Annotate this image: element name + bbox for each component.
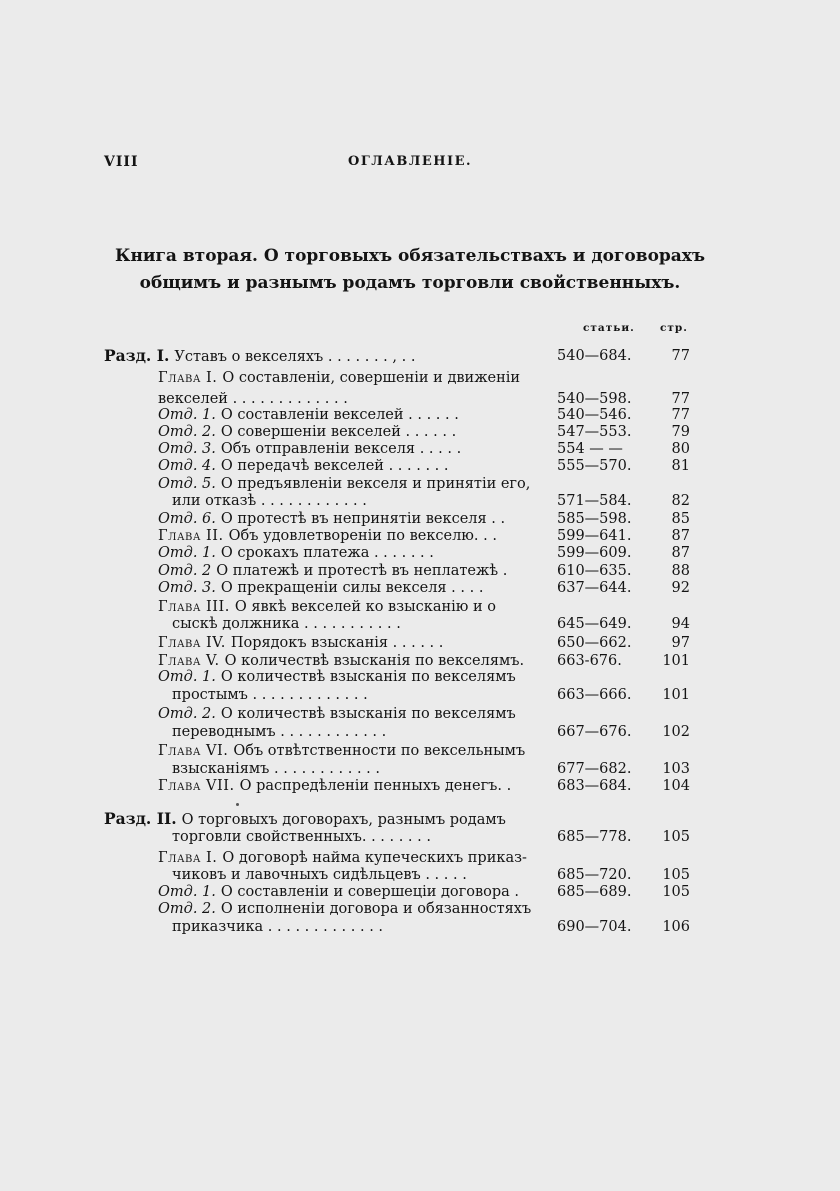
- toc-entry-label: Отд. 1.: [158, 545, 216, 561]
- toc-entry-label: Отд. 3.: [158, 441, 216, 457]
- toc-entry-articles: 683—684.: [557, 778, 632, 794]
- toc-entry-title: О явкѣ векселей ко взысканію и о: [234, 599, 497, 615]
- toc-entry-articles: 555—570.: [557, 458, 632, 474]
- toc-entry-label: Разд. II.: [104, 809, 177, 828]
- toc-entry-label: Отд. 1.: [158, 669, 216, 685]
- toc-entry-label: Глава III.: [158, 599, 230, 615]
- toc-entry-title: чиковъ и лавочныхъ сидѣльцевъ . . . . .: [172, 867, 467, 883]
- toc-entry-title: переводнымъ . . . . . . . . . . . .: [172, 724, 387, 740]
- toc-entry-page: 94: [671, 616, 690, 632]
- toc-entry-page: 102: [662, 724, 690, 740]
- toc-entry-title: сыскѣ должника . . . . . . . . . . .: [172, 616, 401, 632]
- toc-entry-label: Отд. 5.: [158, 476, 216, 492]
- toc-entry-title: О передачѣ векселей . . . . . . .: [220, 458, 449, 474]
- toc-entry-articles: 685—689.: [557, 884, 632, 900]
- toc-entry-articles: 667—676.: [557, 724, 632, 740]
- toc-entry-label: Разд. I.: [104, 346, 170, 365]
- toc-entry-label: Отд. 1.: [158, 884, 216, 900]
- toc-entry-page: 101: [662, 687, 690, 703]
- book-title-line-1: Книга вторая. О торговыхъ обязательствахъ и договорахъ: [114, 246, 705, 266]
- toc-entry-text: [172, 916, 552, 938]
- toc-entry-articles: 585—598.: [557, 511, 632, 527]
- articles-column-header: статьи.: [583, 322, 635, 334]
- toc-entry-page: 103: [662, 761, 690, 777]
- toc-entry-title: О составленіи, совершеніи и движеніи: [222, 370, 521, 386]
- toc-entry-page: 106: [662, 919, 690, 935]
- toc-entry-title: О торговыхъ договорахъ, разнымъ родамъ: [181, 812, 506, 828]
- toc-entry-label: Отд. 4.: [158, 458, 216, 474]
- toc-entry-articles: 554 — —: [557, 441, 623, 457]
- toc-entry-articles: 650—662.: [557, 635, 632, 651]
- toc-entry-title: Объ отвѣтственности по вексельнымъ: [233, 743, 526, 759]
- toc-entry-label: Отд. 2: [158, 563, 212, 579]
- toc-entry-page: 105: [662, 867, 690, 883]
- toc-entry-text: [172, 826, 552, 848]
- toc-entry-title: О составленіи векселей . . . . . .: [220, 407, 459, 423]
- toc-entry-articles: 685—720.: [557, 867, 632, 883]
- toc-entry-articles: 547—553.: [557, 424, 632, 440]
- toc-entry-label: Отд. 6.: [158, 511, 216, 527]
- page-folio: VIII: [104, 154, 139, 170]
- toc-entry-page: 104: [662, 778, 690, 794]
- toc-entry-page: 87: [671, 545, 690, 561]
- toc-entry-title: или отказѣ . . . . . . . . . . . .: [172, 493, 367, 509]
- toc-entry-articles: 685—778.: [557, 829, 632, 845]
- toc-entry-articles: 571—584.: [557, 493, 632, 509]
- toc-entry-articles: 690—704.: [557, 919, 632, 935]
- toc-entry-title: О составленіи и совершеціи договора .: [220, 884, 520, 900]
- toc-entry-title: О распредѣленіи пенныхъ денегъ. .: [239, 778, 512, 794]
- toc-entry-articles: 645—649.: [557, 616, 632, 632]
- toc-entry: [0, 826, 840, 848]
- toc-entry-title: О предъявленіи векселя и принятіи его,: [220, 476, 531, 492]
- toc-entry-label: Отд. 2.: [158, 706, 216, 722]
- toc-entry-title: О платежѣ и протестѣ въ неплатежѣ .: [216, 563, 508, 579]
- toc-entry: [0, 345, 840, 367]
- book-title-line-2: общимъ и разнымъ родамъ торговли свойственныхъ.: [139, 273, 681, 293]
- toc-entry: [0, 367, 840, 389]
- toc-entry-articles: 540—598.: [557, 391, 632, 407]
- toc-entry-title: О протестѣ въ непринятіи векселя . .: [220, 511, 506, 527]
- running-title: ОГЛАВЛЕНІЕ.: [348, 154, 473, 169]
- toc-entry-text: [158, 775, 552, 797]
- toc-entry-title: торговли свойственныхъ. . . . . . . .: [172, 829, 431, 845]
- toc-entry-page: 88: [671, 563, 690, 579]
- toc-entry-label: Глава I.: [158, 370, 218, 386]
- toc-entry-articles: 540—684.: [557, 348, 632, 364]
- toc-entry: [0, 916, 840, 938]
- toc-entry-text: [158, 367, 552, 389]
- toc-entry-page: 105: [662, 884, 690, 900]
- toc-entry-title: приказчика . . . . . . . . . . . . .: [172, 919, 384, 935]
- toc-entry-title: О прекращеніи силы векселя . . . .: [220, 580, 484, 596]
- toc-entry-page: 101: [662, 653, 690, 669]
- toc-entry-articles: 599—641.: [557, 528, 632, 544]
- toc-entry-text: [104, 345, 552, 368]
- toc-entry-page: 77: [671, 348, 690, 364]
- toc-entry-title: векселей . . . . . . . . . . . . .: [158, 391, 348, 407]
- toc-entry-page: 105: [662, 829, 690, 845]
- toc-entry-page: 77: [671, 391, 690, 407]
- toc-entry-title: Порядокъ взысканія . . . . . .: [230, 635, 444, 651]
- toc-entry-page: 82: [671, 493, 690, 509]
- toc-entry-articles: 599—609.: [557, 545, 632, 561]
- toc-entry-articles: 663-676.: [557, 653, 622, 669]
- toc-entry-articles: 637—644.: [557, 580, 632, 596]
- toc-entry-label: Отд. 1.: [158, 407, 216, 423]
- toc-entry-page: 80: [671, 441, 690, 457]
- toc-entry-label: Отд. 2.: [158, 424, 216, 440]
- toc-entry-label: Отд. 3.: [158, 580, 216, 596]
- toc-entry-label: Глава II.: [158, 528, 224, 544]
- toc-entry-label: Глава VII.: [158, 778, 235, 794]
- pages-column-header: стр.: [660, 322, 688, 334]
- toc-entry-page: 79: [671, 424, 690, 440]
- toc-entry-articles: 663—666.: [557, 687, 632, 703]
- toc-entry-articles: 677—682.: [557, 761, 632, 777]
- toc-entry-title: взысканіямъ . . . . . . . . . . . .: [172, 761, 381, 777]
- toc-entry-title: Объ отправленіи векселя . . . . .: [220, 441, 462, 457]
- toc-entry-articles: 540—546.: [557, 407, 632, 423]
- toc-entry-title: Объ удовлетвореніи по векселю. . .: [228, 528, 497, 544]
- toc-entry-title: Уставъ о векселяхъ . . . . . . . , . .: [174, 349, 416, 365]
- print-speck: [236, 803, 239, 806]
- toc-entry-label: Глава IV.: [158, 635, 226, 651]
- toc-entry-title: О договорѣ найма купеческихъ приказ-: [222, 850, 527, 866]
- toc-entry-label: Отд. 2.: [158, 901, 216, 917]
- toc-entry-title: простымъ . . . . . . . . . . . . .: [172, 687, 368, 703]
- toc-entry-page: 92: [671, 580, 690, 596]
- toc-entry-page: 97: [671, 635, 690, 651]
- toc-entry-title: О количествѣ взысканія по векселямъ.: [224, 653, 525, 669]
- toc-entry-page: 85: [671, 511, 690, 527]
- toc-entry-title: О срокахъ платежа . . . . . . .: [220, 545, 434, 561]
- toc-entry-page: 81: [671, 458, 690, 474]
- toc-entry-label: Глава VI.: [158, 743, 229, 759]
- toc-entry-title: О исполненіи договора и обязанностяхъ: [220, 901, 532, 917]
- toc-entry-label: Глава V.: [158, 653, 220, 669]
- toc-entry-page: 87: [671, 528, 690, 544]
- toc-entry-title: О совершеніи векселей . . . . . .: [220, 424, 457, 440]
- toc-entry-title: О количествѣ взысканія по векселямъ: [220, 669, 516, 685]
- toc-entry-title: О количествѣ взысканія по векселямъ: [220, 706, 516, 722]
- toc-entry: [0, 775, 840, 797]
- toc-entry-label: Глава I.: [158, 850, 218, 866]
- toc-entry-articles: 610—635.: [557, 563, 632, 579]
- toc-entry-page: 77: [671, 407, 690, 423]
